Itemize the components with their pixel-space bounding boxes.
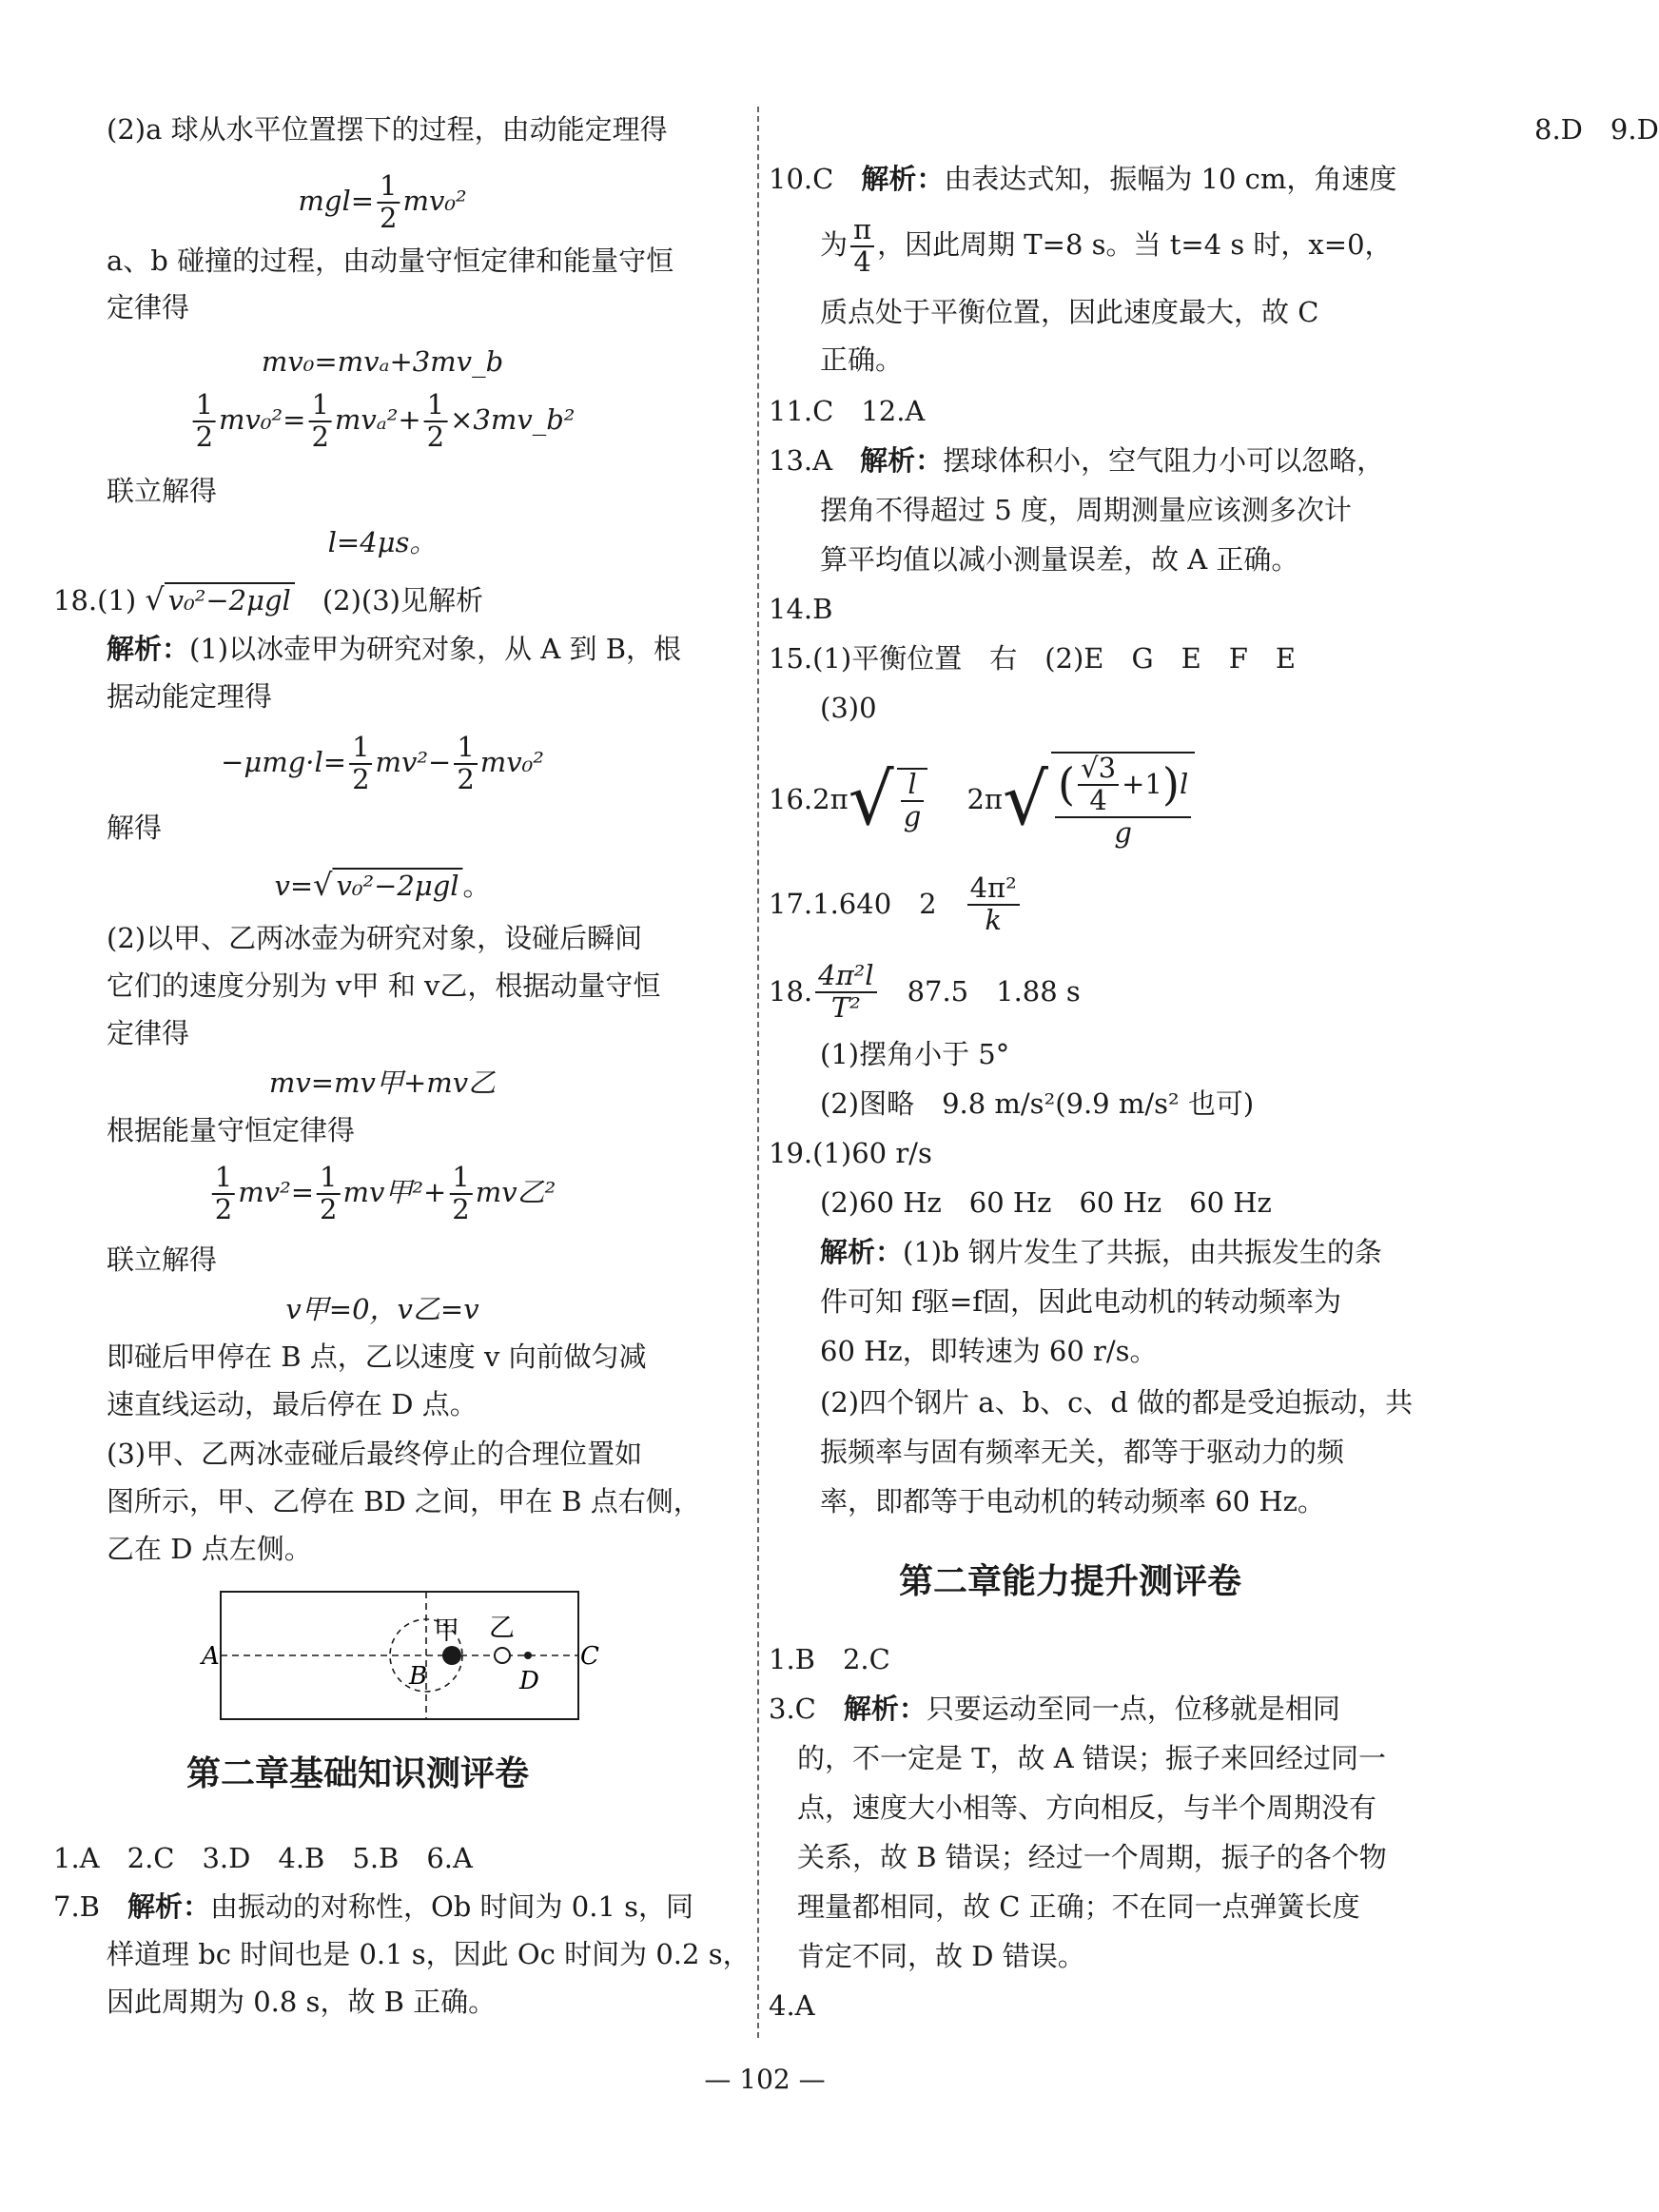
label-a: A [202,1642,220,1671]
para-part3-2: 图所示，甲、乙停在 BD 之间，甲在 B 点右侧， [107,1485,701,1517]
q13-answer: 13.A 解析：摆球体积小，空气阻力小可以忽略， [769,444,1385,477]
q7-analysis-3: 因此周期为 0.8 s，故 B 正确。 [107,1986,497,2018]
q13-analysis-2: 摆角不得超过 5 度，周期测量应该测多次计 [820,494,1352,526]
answer-b4: 4.A [769,1989,815,2022]
point-d [524,1652,532,1659]
answer-16: 16.2π√ $\frac{l}{g}$ 2π√ ( $\frac{√3}{4}$ +1)l g [769,752,1198,849]
para-conclusion-2: 速直线运动，最后停在 D 点。 [107,1388,478,1420]
curling-diagram [200,1584,599,1727]
q3-analysis-3: 点，速度大小相等、方向相反，与半个周期没有 [797,1791,1377,1824]
q3-analysis-6: 肯定不同，故 D 错误。 [797,1940,1085,1972]
para-part3-3: 乙在 D 点左侧。 [107,1533,312,1565]
stone-yi [495,1648,510,1663]
para-part2-1: (2)以甲、乙两冰壶为研究对象，设碰后瞬间 [107,922,643,954]
para-part3-1: (3)甲、乙两冰壶碰后最终停止的合理位置如 [107,1438,643,1470]
q18-analysis-2: 据动能定理得 [107,680,273,713]
eq-energy-2: $\frac{1}{2}$ mv₀²= $\frac{1}{2}$ mvₐ²+ $\frac{1}{2}$ ×3mv_b² [190,390,576,453]
para-collision-1: a、b 碰撞的过程，由动量守恒定律和能量守恒 [107,245,674,277]
eq-result-v: v甲=0，v乙=v [285,1293,479,1325]
answer-18-2: (2)图略 9.8 m/s²(9.9 m/s² 也可) [820,1087,1255,1120]
para-solve-3: 联立解得 [107,1243,218,1276]
answers-1-6: 1.A 2.C 3.D 4.B 5.B 6.A [53,1842,473,1874]
q3-analysis-2: 的，不一定是 T，故 A 错误；振子来回经过同一 [797,1742,1386,1774]
q7-answer: 7.B 解析：由振动的对称性，Ob 时间为 0.1 s，同 [53,1890,693,1923]
label-d: D [519,1667,539,1695]
q19-analysis-1: 解析：(1)b 钢片发生了共振，由共振发生的条 [820,1236,1382,1268]
para-energy-law: 根据能量守恒定律得 [107,1114,356,1146]
q7-analysis-2: 样道理 bc 时间也是 0.1 s，因此 Oc 时间为 0.2 s， [107,1938,751,1970]
section-title-advanced: 第二章能力提升测评卷 [899,1562,1242,1601]
para-collision-2: 定律得 [107,291,190,323]
q13-analysis-3: 算平均值以减小测量误差，故 A 正确。 [820,543,1299,576]
answer-14: 14.B [769,593,833,625]
para-conclusion-1: 即碰后甲停在 B 点，乙以速度 v 向前做匀减 [107,1341,647,1373]
answers-8-9: 8.D 9.D [1534,113,1659,146]
eq-energy-1: mgl= $\frac{1}{2}$ mv₀² [298,169,467,234]
q3-analysis-4: 关系，故 B 错误；经过一个周期，振子的各个物 [797,1841,1387,1873]
para-part2-3: 定律得 [107,1017,190,1049]
answer-15: 15.(1)平衡位置 右 (2)E G E F E [769,642,1297,675]
q10-answer: 10.C 解析：由表达式知，振幅为 10 cm，角速度 [769,163,1397,195]
para-2a: (2)a 球从水平位置摆下的过程，由动能定理得 [107,113,668,146]
eq-momentum: mv₀=mvₐ+3mv_b [261,345,504,378]
para-solve-1: 联立解得 [107,475,218,507]
section-title-basic: 第二章基础知识测评卷 [186,1754,530,1793]
stone-jia [442,1646,461,1665]
q19-analysis-4: (2)四个钢片 a、b、c、d 做的都是受迫振动，共 [820,1386,1414,1419]
q10-analysis-3: 质点处于平衡位置，因此速度最大，故 C [820,296,1319,328]
eq-velocity: v=√ v₀²−2μgl 。 [274,867,491,903]
label-c: C [580,1642,599,1671]
para-part2-2: 它们的速度分别为 v甲 和 v乙，根据动量守恒 [107,969,661,1002]
q10-analysis-2: 为 $\frac{\pi}{4}$ ，因此周期 T=8 s。当 t=4 s 时，x=0， [820,213,1393,278]
answer-18-1: (1)摆角小于 5° [820,1038,1010,1070]
answer-19-2: (2)60 Hz 60 Hz 60 Hz 60 Hz [820,1186,1272,1219]
eq-energy-3: $\frac{1}{2}$ mv²= $\frac{1}{2}$ mv甲²+ $\frac{1}{2}$ mv乙² [209,1163,556,1225]
page-number: — 102 — [704,2064,826,2095]
answer-18: 18. $\frac{\text{4π²l}}{\text{T²}}$ 87.5 1.88 s [769,959,1081,1024]
label-jia: 甲 [434,1616,459,1646]
q18-answer: 18.(1) √ v₀²−2μgl (2)(3)见解析 [53,581,484,617]
q19-analysis-3: 60 Hz，即转速为 60 r/s。 [820,1335,1158,1367]
column-divider [757,107,759,2038]
label-b: B [409,1662,428,1691]
answer-15-3: (3)0 [820,692,877,724]
label-yi: 乙 [489,1614,515,1643]
eq-momentum-2: mv=mv甲+mv乙 [268,1067,497,1099]
q10-analysis-4: 正确。 [820,343,904,376]
q18-analysis-1: 解析：(1)以冰壶甲为研究对象，从 A 到 B，根 [107,633,682,665]
para-solve-2: 解得 [107,812,163,844]
answer-17: 17.1.640 2 $\frac{\text{4π²}}{k}$ [769,873,1023,936]
eq-result-l: l=4μs。 [327,526,438,558]
q3-answer: 3.C 解析：只要运动至同一点，位移就是相同 [769,1693,1340,1725]
answer-19: 19.(1)60 r/s [769,1137,932,1169]
answers-11-12: 11.C 12.A [769,395,926,427]
q3-analysis-5: 理量都相同，故 C 正确；不在同一点弹簧长度 [797,1890,1360,1923]
eq-work-energy: −μmg·l= $\frac{1}{2}$ mv²− $\frac{1}{2}$ mv₀² [221,731,544,795]
q19-analysis-2: 件可知 f驱=f固，因此电动机的转动频率为 [820,1285,1341,1318]
q19-analysis-6: 率，即都等于电动机的转动频率 60 Hz。 [820,1485,1325,1517]
q19-analysis-5: 振频率与固有频率无关，都等于驱动力的频 [820,1436,1345,1468]
answers-b1-2: 1.B 2.C [769,1643,890,1675]
